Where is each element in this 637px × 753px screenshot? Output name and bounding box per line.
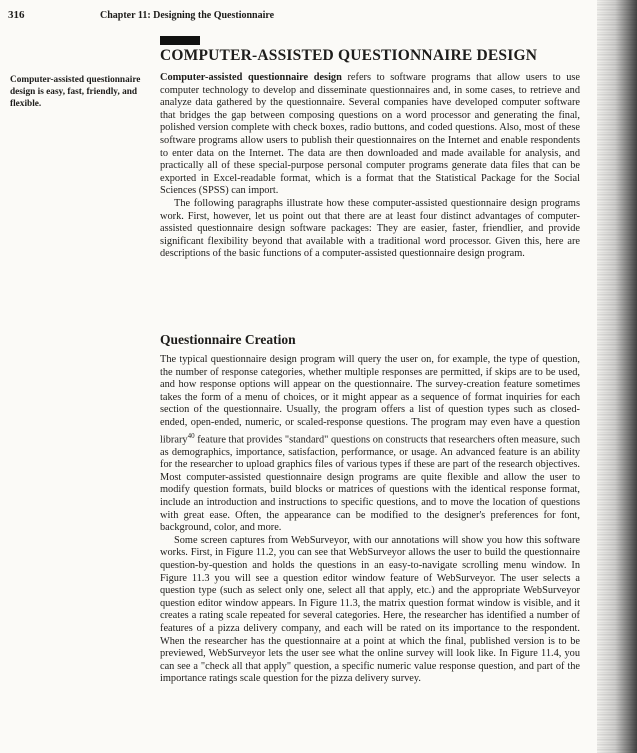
subsection-body xyxy=(160,354,580,686)
paragraph-text: The typical questionnaire design program will query the user on, for example, the type of question, the number of response categories, whether multiple responses are permitted, if skips are to be used, and how response options will appear on the questionnaire. The survey-creation feature sometimes takes the form of a menu of choices, or it might appear as a sequence of format inquiries for each section of the questionnaire. Usually, the program offers a list of question types such as closed-ended, open-ended, numeric, or scaled-response questions. The program may even have a question library xyxy=(160,354,580,445)
running-head: Chapter 11: Designing the Questionnaire xyxy=(100,10,275,21)
scan-edge-shadow xyxy=(597,0,637,753)
section-heading: COMPUTER-ASSISTED QUESTIONNAIRE DESIGN xyxy=(160,47,538,64)
page-number: 316 xyxy=(8,9,25,21)
paragraph: The following paragraphs illustrate how these computer-assisted questionnaire design programs work. First, however, let us point out that there are at least four distinct advantages of computer-assisted questionnaire design software packages: They are easier, faster, friendlier, and provide significant flexibility beyond that available with a traditional word processor. Given this, here are descriptions of the basic functions of a computer-assisted questionnaire design program. xyxy=(160,197,580,260)
paragraph-text: refers to software programs that allow users to use computer technology to develop and disseminate questionnaires and, in some cases, to retrieve and analyze data gathered by the questionnaire. Several companies have developed computer software that bridges the gap between composing questions on a word processor and generating the final, polished version complete with check boxes, radio buttons, and coded questions. Also, most of these software programs allow users to publish their questionnaires on the Internet and enable respondents to enter data on the Internet. The data are then downloaded and made available for analysis, and practically all of these special-purpose personal computer programs generate data files that can be exported in Excel-readable format, which is a format that the Statistical Package for the Social Sciences (SPSS) can import. xyxy=(160,72,581,197)
page-header xyxy=(8,9,587,25)
margin-note: Computer-assisted questionnaire design is easy, fast, friendly, and flexible. xyxy=(10,75,141,109)
key-term: Computer-assisted questionnaire design xyxy=(160,72,342,83)
paragraph-text: feature that provides "standard" questions on constructs that researchers often measure, such as demographics, importance, satisfaction, performance, or usage. An advanced feature is an ability for the researcher to upload graphics files of various types if these are part of the research objectives. Most computer-assisted questionnaire design programs are quite flexible and allow the user to modify question formats, build blocks or matrices of questions with the identical response format, include an introduction and instructions to specific questions, and to move the location of questions with great ease. Often, the appearance can be modified to the designer's preferences for font, background, color, and more. xyxy=(160,434,580,534)
subsection-heading: Questionnaire Creation xyxy=(160,332,296,347)
section-body xyxy=(160,72,580,261)
section-marker-bar xyxy=(160,36,200,45)
paragraph xyxy=(160,72,580,198)
paragraph xyxy=(160,354,580,535)
footnote-ref: 40 xyxy=(187,431,195,440)
paragraph: Some screen captures from WebSurveyor, with our annotations will show you how this software works. First, in Figure 11.2, you can see that WebSurveyor allows the user to build the questionnaire question-by-question and holds the questions in an easy-to-navigate scrolling menu window. In Figure 11.3 you will see a question editor window feature of WebSurveyor. The user selects a question type (such as select only one, select all that apply, etc.) and the appropriate WebSurveyor question editor window appears. In Figure 11.3, the matrix question format window is visible, and it creates a rating scale repeated for several categories. Here, the researcher has identified a number of features of a pizza delivery company, and each will be rated on its importance to the respondent. When the researcher has the questionnaire at a point at which the final, published version is to be previewed, WebSurveyor lets the user see what the online survey will look like. In Figure 11.4, you can see a "check all that apply" question, a specific numeric value response question, and part of the importance ratings scale question for the pizza delivery survey. xyxy=(160,534,580,685)
